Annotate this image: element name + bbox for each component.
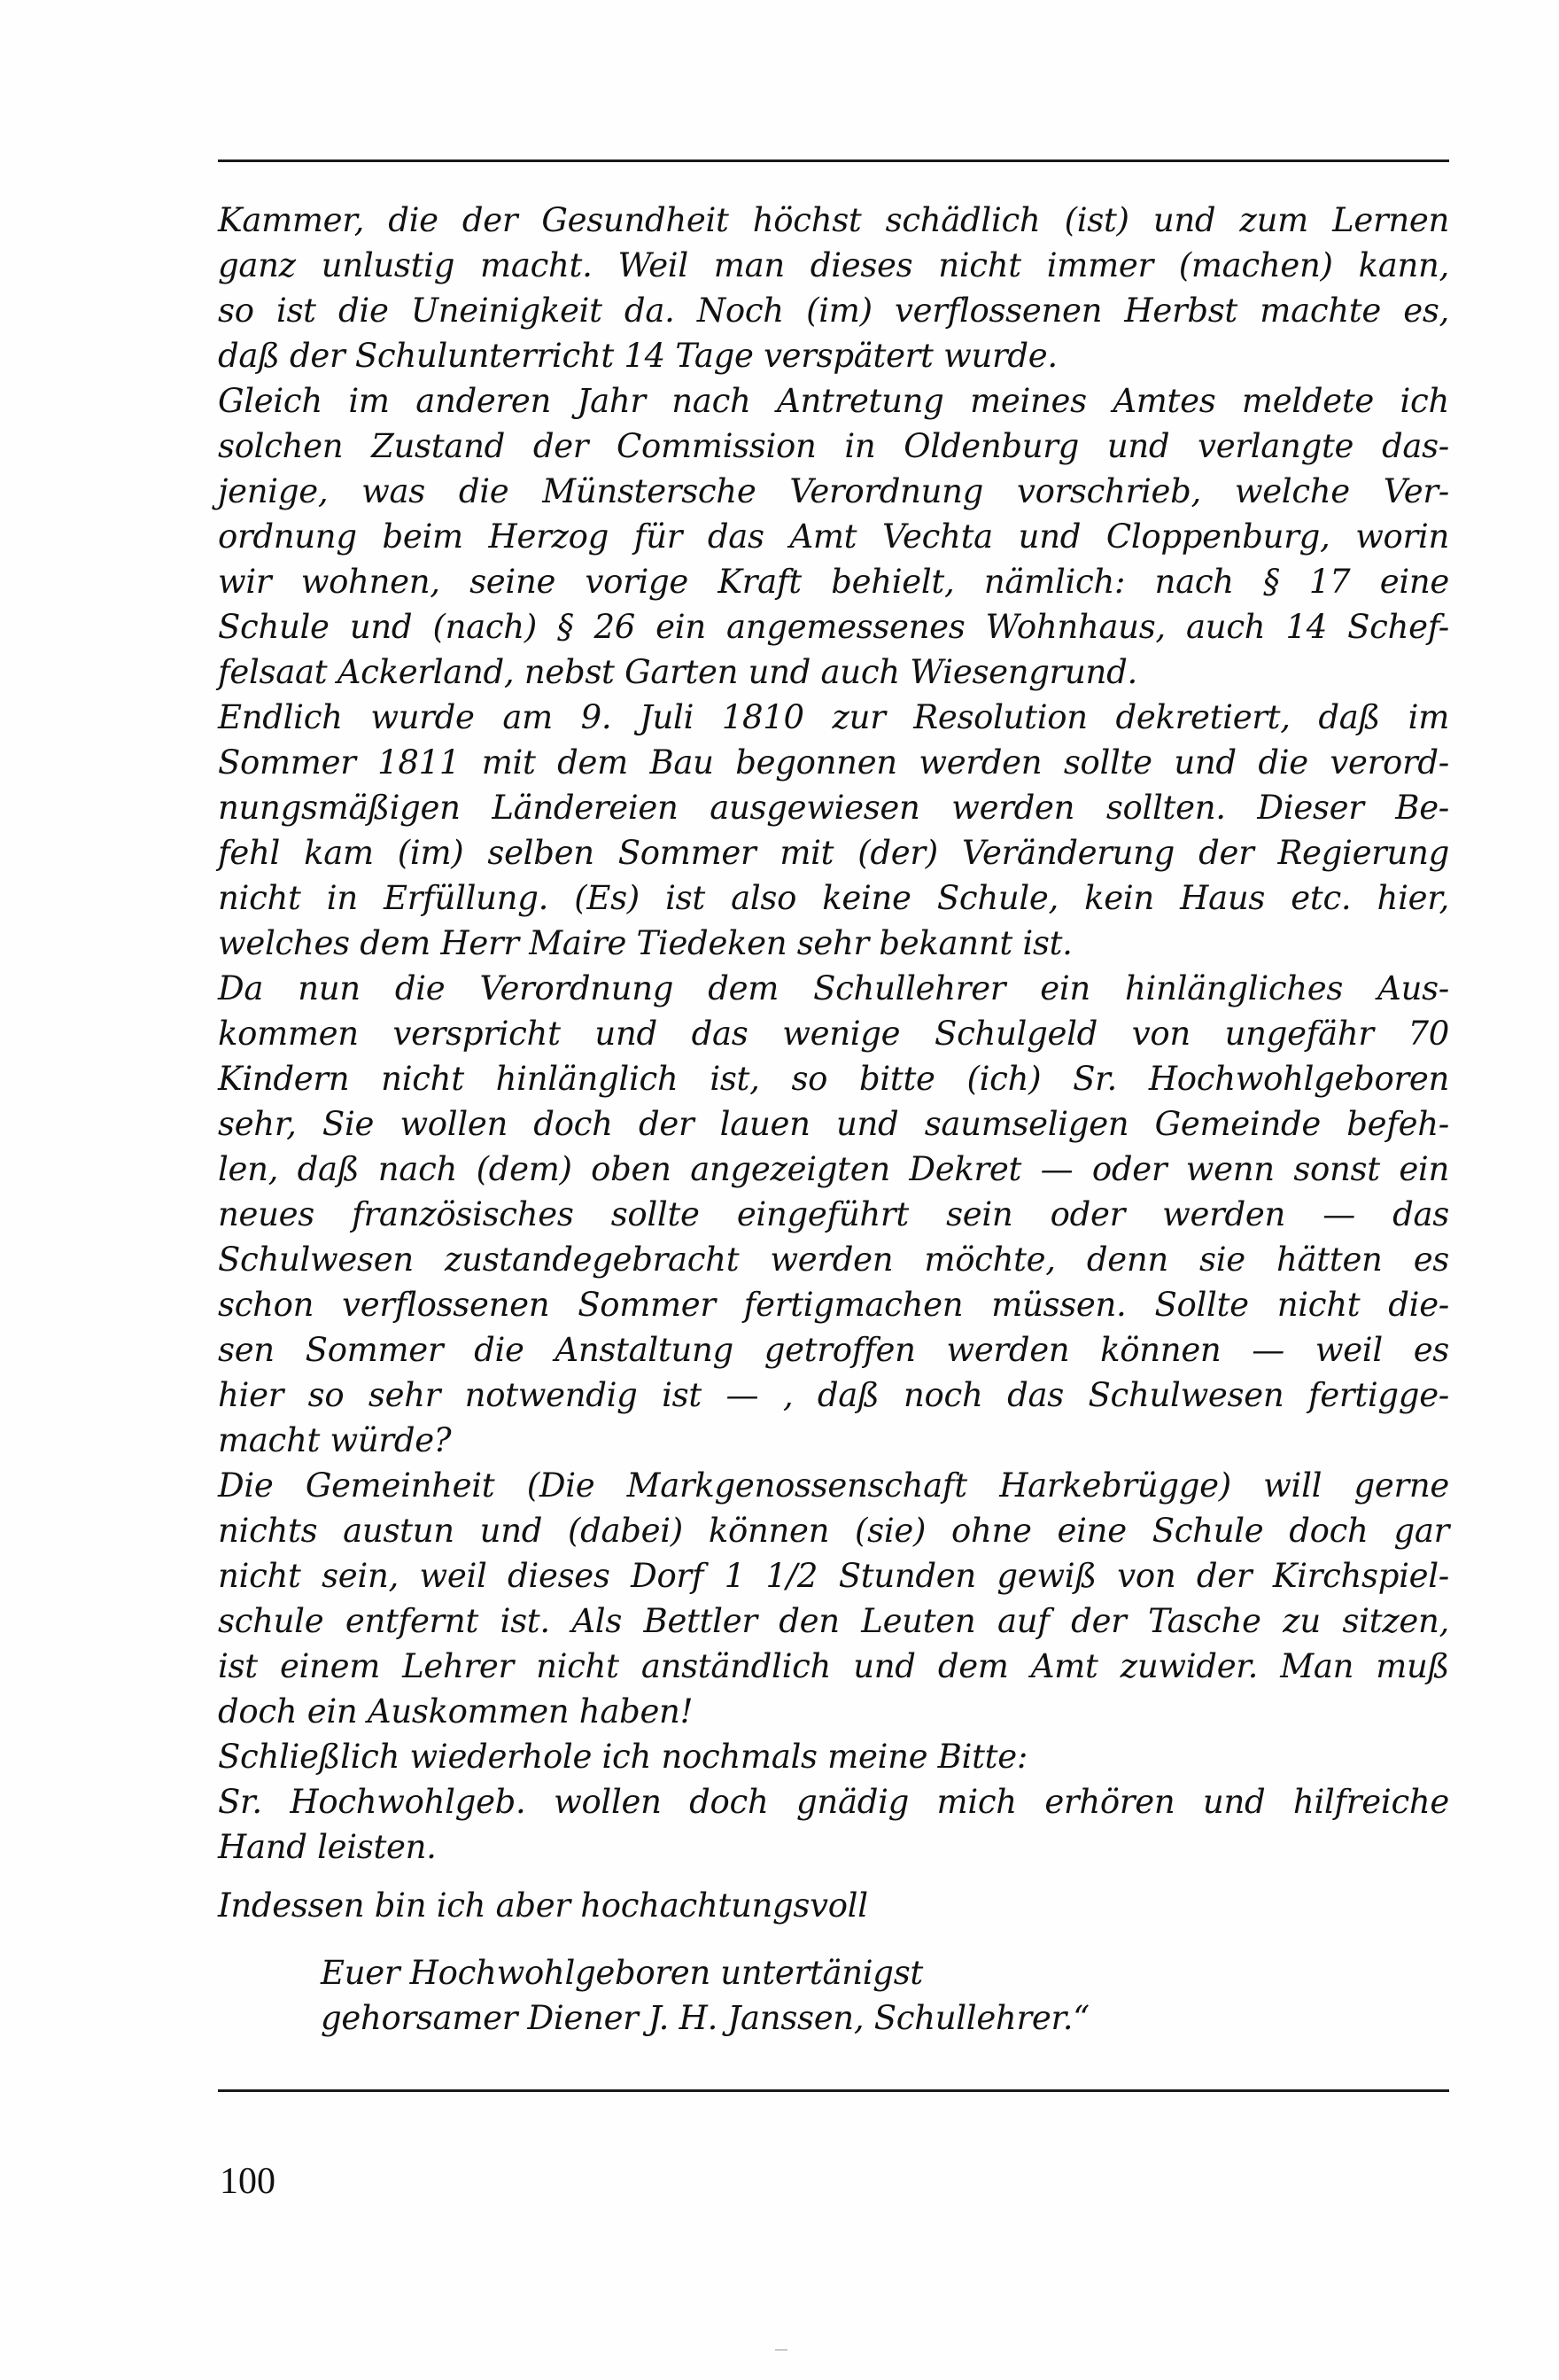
text-line: welches dem Herr Maire Tiedeken sehr bekannt ist. — [218, 924, 1073, 962]
text-line: fehl kam (im) selben Sommer mit (der) Veränderung der Regierung — [218, 834, 1449, 872]
text-line: Kammer, die der Gesundheit höchst schädlich (ist) und zum Lernen — [218, 201, 1449, 239]
text-line: Endlich wurde am 9. Juli 1810 zur Resolution dekretiert, daß im — [218, 698, 1449, 736]
text-line: nicht sein, weil dieses Dorf 1 1/2 Stunden gewiß von der Kirchspiel- — [218, 1557, 1449, 1595]
text-line: doch ein Auskommen haben! — [218, 1692, 694, 1731]
text-line: so ist die Uneinigkeit da. Noch (im) verflossenen Herbst machte es, — [218, 292, 1449, 330]
text-line: daß der Schulunterricht 14 Tage verspätert wurde. — [218, 337, 1058, 375]
text-line: sen Sommer die Anstaltung getroffen werden können — weil es — [218, 1331, 1449, 1369]
text-line: Gleich im anderen Jahr nach Antretung meines Amtes meldete ich — [218, 382, 1449, 420]
signature-line-2: gehorsamer Diener J. H. Janssen, Schullehrer.“ — [321, 1999, 1090, 2037]
signature-line-1: Euer Hochwohlgeboren untertänigst — [321, 1954, 923, 1992]
text-line: ist einem Lehrer nicht anständlich und dem Amt zuwider. Man muß — [218, 1647, 1449, 1685]
scan-artifact — [775, 2349, 787, 2351]
text-line: Sommer 1811 mit dem Bau begonnen werden sollte und die verord- — [218, 743, 1449, 782]
text-line: schule entfernt ist. Als Bettler den Leuten auf der Tasche zu sitzen, — [218, 1602, 1449, 1640]
top-rule — [218, 159, 1449, 162]
text-line: Schließlich wiederhole ich nochmals meine Bitte: — [218, 1738, 1028, 1776]
text-line: felsaat Ackerland, nebst Garten und auch Wiesengrund. — [218, 653, 1137, 691]
text-line: Da nun die Verordnung dem Schullehrer ein hinlängliches Aus- — [218, 969, 1449, 1007]
text-line: Hand leisten. — [218, 1828, 437, 1866]
text-line: jenige, was die Münstersche Verordnung vorschrieb, welche Ver- — [218, 472, 1449, 510]
text-line: nungsmäßigen Ländereien ausgewiesen werden sollten. Dieser Be- — [218, 789, 1449, 827]
text-line: solchen Zustand der Commission in Oldenburg und verlangte das- — [218, 427, 1449, 465]
text-line: nicht in Erfüllung. (Es) ist also keine Schule, kein Haus etc. hier, — [218, 879, 1449, 917]
text-line: neues französisches sollte eingeführt sein oder werden — das — [218, 1195, 1449, 1233]
text-line: ordnung beim Herzog für das Amt Vechta und Cloppenburg, worin — [218, 517, 1449, 556]
text-line: Schulwesen zustandegebracht werden möchte, denn sie hätten es — [218, 1241, 1449, 1279]
text-line: Die Gemeinheit (Die Markgenossenschaft Harkebrügge) will gerne — [218, 1466, 1449, 1505]
text-line: hier so sehr notwendig ist — , daß noch das Schulwesen fertigge- — [218, 1376, 1449, 1414]
text-line: schon verflossenen Sommer fertigmachen müssen. Sollte nicht die- — [218, 1286, 1449, 1324]
text-line: Schule und (nach) § 26 ein angemessenes Wohnhaus, auch 14 Schef- — [218, 608, 1449, 646]
text-line: ganz unlustig macht. Weil man dieses nicht immer (machen) kann, — [218, 246, 1449, 284]
text-line: kommen verspricht und das wenige Schulgeld von ungefähr 70 — [218, 1015, 1449, 1053]
text-line: Sr. Hochwohlgeb. wollen doch gnädig mich erhören und hilfreiche — [218, 1783, 1449, 1821]
closing-line: Indessen bin ich aber hochachtungsvoll — [218, 1886, 868, 1925]
page-number: 100 — [220, 2161, 275, 2202]
text-line: Kindern nicht hinlänglich ist, so bitte (ich) Sr. Hochwohlgeboren — [218, 1060, 1449, 1098]
text-line: nichts austun und (dabei) können (sie) ohne eine Schule doch gar — [218, 1512, 1449, 1550]
bottom-rule — [218, 2089, 1449, 2092]
text-line: sehr, Sie wollen doch der lauen und saumseligen Gemeinde befeh- — [218, 1105, 1449, 1143]
text-line: wir wohnen, seine vorige Kraft behielt, nämlich: nach § 17 eine — [218, 563, 1449, 601]
text-line: macht würde? — [218, 1421, 452, 1459]
text-line: len, daß nach (dem) oben angezeigten Dekret — oder wenn sonst ein — [218, 1150, 1449, 1188]
